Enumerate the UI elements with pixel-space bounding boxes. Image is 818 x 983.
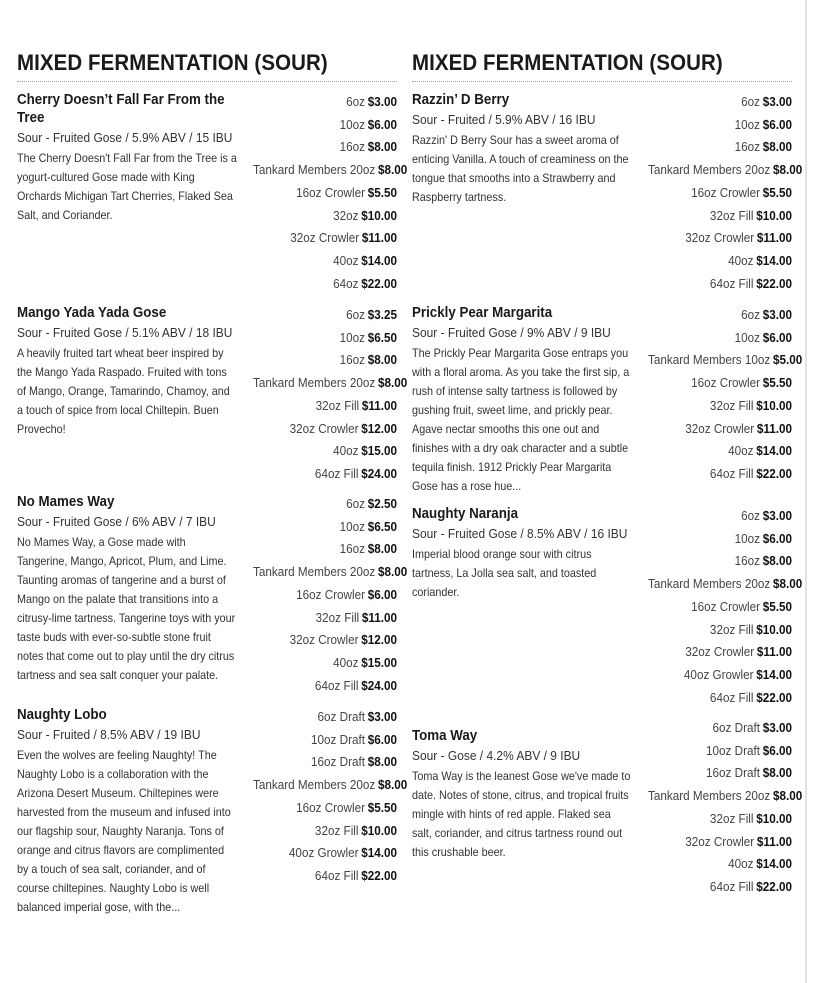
price-amount: $8.00 bbox=[762, 139, 792, 155]
beer-info bbox=[412, 304, 634, 496]
beer-description: Even the wolves are feeling Naughty! The Naughty Lobo is a collaboration with the Arizona Desert Museum. Chiltepines were harvested from the museum and infused into our flagship sour, Naughty Naranja. Tons of orange and citrus flavors are complimented by a touch of sea salt, coriander, and of course chiltepines. Naughty Lobo is well balanced imperial gose, with the... bbox=[17, 748, 231, 914]
price-size-label: 32oz Crowler bbox=[685, 230, 755, 246]
price-size-label: Tankard Members 20oz bbox=[253, 777, 376, 793]
beer-style: Sour - Fruited / 8.5% ABV / 19 IBU bbox=[17, 727, 201, 742]
price-row[interactable] bbox=[253, 418, 397, 441]
price-row[interactable] bbox=[253, 463, 397, 486]
price-row[interactable] bbox=[253, 516, 397, 539]
price-row[interactable] bbox=[648, 762, 792, 785]
price-amount: $8.00 bbox=[367, 541, 397, 557]
price-amount: $10.00 bbox=[361, 207, 397, 223]
price-size-label: 40oz bbox=[333, 252, 359, 268]
section-divider bbox=[412, 81, 792, 82]
price-row[interactable] bbox=[253, 652, 397, 675]
beer-name[interactable]: Cherry Doesn’t Fall Far From the Tree bbox=[17, 92, 225, 126]
price-size-label: Tankard Members 20oz bbox=[648, 576, 771, 592]
price-amount: $10.00 bbox=[756, 621, 792, 637]
price-amount: $14.00 bbox=[756, 252, 792, 268]
price-amount: $6.50 bbox=[367, 518, 397, 534]
beer-style: Sour - Fruited Gose / 9% ABV / 9 IBU bbox=[412, 325, 611, 340]
beer-style: Sour - Fruited Gose / 6% ABV / 7 IBU bbox=[17, 514, 216, 529]
price-amount: $8.00 bbox=[377, 777, 408, 793]
price-size-label: 32oz Fill bbox=[709, 810, 754, 826]
price-amount: $22.00 bbox=[756, 465, 792, 481]
price-amount: $10.00 bbox=[756, 207, 792, 223]
beer-name[interactable]: Prickly Pear Margarita bbox=[412, 305, 553, 321]
price-size-label: 16oz bbox=[734, 139, 761, 155]
price-row[interactable] bbox=[648, 159, 803, 182]
price-row[interactable] bbox=[253, 136, 397, 159]
price-size-label: 32oz Fill bbox=[315, 609, 360, 625]
price-size-label: 6oz bbox=[346, 307, 366, 322]
price-row[interactable] bbox=[648, 440, 792, 463]
price-row[interactable] bbox=[648, 785, 803, 808]
price-row[interactable] bbox=[253, 304, 397, 327]
beer-info bbox=[17, 304, 239, 439]
price-amount: $6.00 bbox=[367, 586, 397, 602]
price-amount: $11.00 bbox=[756, 644, 792, 660]
beer-name[interactable]: Naughty Lobo bbox=[17, 707, 107, 723]
price-amount: $5.50 bbox=[367, 799, 397, 815]
beer-info bbox=[17, 706, 239, 917]
price-amount: $8.00 bbox=[762, 765, 792, 781]
price-list bbox=[632, 91, 803, 295]
price-row[interactable] bbox=[648, 717, 792, 740]
price-size-label: 32oz Fill bbox=[314, 822, 359, 838]
price-row[interactable] bbox=[648, 304, 792, 327]
price-amount: $14.00 bbox=[756, 856, 792, 872]
price-row[interactable] bbox=[253, 349, 397, 372]
price-amount: $6.00 bbox=[367, 116, 397, 132]
price-row[interactable] bbox=[648, 641, 792, 664]
price-row[interactable] bbox=[648, 136, 792, 159]
price-amount: $5.00 bbox=[772, 352, 803, 368]
price-amount: $6.00 bbox=[762, 530, 792, 546]
beer-name[interactable]: Naughty Naranja bbox=[412, 506, 519, 522]
price-amount: $24.00 bbox=[361, 465, 397, 481]
price-amount: $8.00 bbox=[772, 788, 803, 804]
price-size-label: 32oz Crowler bbox=[289, 420, 359, 436]
price-size-label: 64oz Fill bbox=[709, 878, 754, 894]
price-row[interactable] bbox=[253, 372, 408, 395]
price-row[interactable] bbox=[253, 205, 397, 228]
price-size-label: 16oz Crowler bbox=[296, 184, 366, 200]
price-row[interactable] bbox=[648, 876, 792, 899]
price-amount: $6.00 bbox=[762, 329, 792, 345]
price-amount: $12.00 bbox=[361, 632, 397, 648]
price-row[interactable] bbox=[648, 664, 792, 687]
price-amount: $6.00 bbox=[762, 742, 792, 758]
price-amount: $8.00 bbox=[772, 162, 803, 178]
price-row[interactable] bbox=[253, 493, 397, 516]
price-amount: $15.00 bbox=[361, 654, 397, 670]
beer-style: Sour - Fruited Gose / 8.5% ABV / 16 IBU bbox=[412, 526, 628, 541]
price-amount: $6.00 bbox=[367, 731, 397, 747]
price-row[interactable] bbox=[253, 182, 397, 205]
price-amount: $22.00 bbox=[361, 275, 397, 291]
price-size-label: 32oz Crowler bbox=[290, 230, 360, 246]
beer-name[interactable]: Razzin’ D Berry bbox=[412, 92, 510, 108]
price-row[interactable] bbox=[648, 91, 792, 114]
beer-description: A heavily fruited tart wheat beer inspired by the Mango Yada Raspado. Fruited with tons of Mango, Orange, Tamarindo, Chamoy, and a touch of spice from local Chiltepin. Buen Provecho! bbox=[17, 346, 230, 436]
price-row[interactable] bbox=[648, 550, 792, 573]
price-size-label: 64oz Fill bbox=[709, 689, 754, 705]
price-amount: $12.00 bbox=[361, 420, 397, 436]
price-size-label: 64oz Fill bbox=[709, 465, 754, 481]
price-row[interactable] bbox=[648, 596, 792, 619]
price-size-label: 16oz Crowler bbox=[691, 375, 761, 391]
price-amount: $24.00 bbox=[361, 677, 397, 693]
beer-description: The Cherry Doesn't Fall Far from the Tree is a yogurt-cultured Gose made with King Orchards Michigan Tart Cherries, Flaked Sea Salt, and Coriander. bbox=[17, 151, 237, 222]
price-row[interactable] bbox=[253, 706, 397, 729]
beer-info bbox=[412, 91, 634, 207]
price-row[interactable] bbox=[253, 629, 397, 652]
price-row[interactable] bbox=[648, 182, 792, 205]
price-size-label: 16oz bbox=[339, 352, 366, 368]
price-row[interactable] bbox=[253, 440, 397, 463]
price-row[interactable] bbox=[253, 584, 397, 607]
price-row[interactable] bbox=[253, 159, 408, 182]
price-row[interactable] bbox=[648, 327, 792, 350]
price-amount: $14.00 bbox=[756, 443, 792, 459]
price-row[interactable] bbox=[648, 114, 792, 137]
price-size-label: 40oz Growler bbox=[288, 845, 359, 861]
price-amount: $3.00 bbox=[367, 709, 397, 724]
price-size-label: 64oz Fill bbox=[314, 867, 359, 883]
beer-info bbox=[412, 717, 634, 862]
price-row[interactable] bbox=[648, 619, 792, 642]
price-row[interactable] bbox=[253, 865, 397, 888]
beer-style: Sour - Gose / 4.2% ABV / 9 IBU bbox=[412, 748, 581, 763]
price-size-label: 64oz Fill bbox=[709, 275, 754, 291]
price-size-label: 10oz Draft bbox=[311, 731, 366, 747]
price-size-label: 32oz Crowler bbox=[685, 644, 755, 660]
price-size-label: 16oz Draft bbox=[311, 754, 366, 770]
price-size-label: 10oz bbox=[734, 530, 761, 546]
price-row[interactable] bbox=[253, 820, 397, 843]
price-list bbox=[632, 505, 803, 709]
beer-info bbox=[17, 493, 239, 685]
beer-style: Sour - Fruited Gose / 5.1% ABV / 18 IBU bbox=[17, 325, 233, 340]
price-amount: $22.00 bbox=[361, 867, 397, 883]
price-amount: $10.00 bbox=[361, 822, 397, 838]
price-size-label: 40oz bbox=[333, 443, 359, 459]
price-row[interactable] bbox=[648, 250, 792, 273]
price-row[interactable] bbox=[648, 505, 792, 528]
price-row[interactable] bbox=[648, 372, 792, 395]
beer-description: Imperial blood orange sour with citrus tartness, La Jolla sea salt, and toasted coriander. bbox=[412, 547, 597, 599]
price-amount: $14.00 bbox=[361, 252, 397, 268]
price-list bbox=[632, 304, 803, 486]
price-size-label: 16oz bbox=[734, 553, 761, 569]
price-amount: $5.50 bbox=[762, 375, 792, 391]
price-size-label: 32oz Fill bbox=[315, 397, 360, 413]
price-row[interactable] bbox=[253, 675, 397, 698]
price-row[interactable] bbox=[648, 205, 792, 228]
price-size-label: 6oz bbox=[741, 307, 761, 322]
section-divider bbox=[17, 81, 397, 82]
price-amount: $3.00 bbox=[762, 94, 792, 109]
menu-column-right bbox=[412, 48, 803, 894]
price-size-label: Tankard Members 10oz bbox=[648, 352, 771, 368]
price-amount: $5.50 bbox=[367, 184, 397, 200]
menu-column-left bbox=[17, 48, 408, 914]
price-size-label: 40oz Growler bbox=[683, 666, 754, 682]
price-size-label: 16oz Crowler bbox=[691, 598, 761, 614]
price-size-label: 10oz bbox=[339, 518, 366, 534]
price-row[interactable] bbox=[253, 729, 397, 752]
price-amount: $11.00 bbox=[756, 420, 792, 436]
price-amount: $6.50 bbox=[367, 329, 397, 345]
price-amount: $22.00 bbox=[756, 878, 792, 894]
price-amount: $3.00 bbox=[762, 720, 792, 735]
price-size-label: 10oz bbox=[734, 116, 761, 132]
price-amount: $10.00 bbox=[756, 397, 792, 413]
price-row[interactable] bbox=[648, 740, 792, 763]
price-size-label: 6oz bbox=[741, 94, 761, 109]
price-amount: $8.00 bbox=[377, 162, 408, 178]
price-row[interactable] bbox=[253, 797, 397, 820]
price-amount: $11.00 bbox=[756, 230, 792, 246]
price-amount: $10.00 bbox=[756, 810, 792, 826]
price-amount: $11.00 bbox=[361, 397, 397, 413]
price-amount: $3.00 bbox=[367, 94, 397, 109]
price-amount: $11.00 bbox=[361, 230, 397, 246]
price-size-label: 16oz bbox=[339, 541, 366, 557]
price-row[interactable] bbox=[648, 831, 792, 854]
section-heading: MIXED FERMENTATION (SOUR) bbox=[412, 50, 723, 75]
price-size-label: 6oz bbox=[741, 508, 761, 523]
price-list bbox=[237, 91, 408, 295]
price-size-label: 6oz bbox=[346, 496, 366, 511]
price-list bbox=[237, 304, 408, 486]
price-size-label: 10oz bbox=[734, 329, 761, 345]
price-size-label: 32oz Fill bbox=[709, 207, 754, 223]
price-size-label: 40oz bbox=[728, 443, 754, 459]
price-size-label: 64oz Fill bbox=[314, 677, 359, 693]
price-size-label: Tankard Members 20oz bbox=[648, 162, 771, 178]
price-size-label: 40oz bbox=[728, 252, 754, 268]
beer-name[interactable]: No Mames Way bbox=[17, 494, 115, 510]
price-amount: $8.00 bbox=[762, 553, 792, 569]
price-row[interactable] bbox=[648, 808, 792, 831]
price-row[interactable] bbox=[648, 349, 803, 372]
price-size-label: 16oz Crowler bbox=[691, 184, 761, 200]
price-row[interactable] bbox=[648, 853, 792, 876]
price-size-label: 32oz Crowler bbox=[685, 420, 755, 436]
price-size-label: 6oz Draft bbox=[317, 709, 366, 724]
price-amount: $8.00 bbox=[377, 375, 408, 391]
price-size-label: 16oz Draft bbox=[706, 765, 761, 781]
beer-info bbox=[412, 505, 634, 602]
beer-name[interactable]: Mango Yada Yada Gose bbox=[17, 305, 167, 321]
price-row[interactable] bbox=[648, 687, 792, 710]
price-row[interactable] bbox=[253, 561, 408, 584]
price-row[interactable] bbox=[253, 842, 397, 865]
page-right-border bbox=[805, 0, 807, 983]
price-size-label: 32oz Fill bbox=[709, 397, 754, 413]
beer-description: Toma Way is the leanest Gose we've made to date. Notes of stone, citrus, and tropical fruits mingle with hints of red apple. Flaked sea salt, coriander, and citrus tartness round out this crushable beer. bbox=[412, 769, 631, 859]
price-row[interactable] bbox=[253, 273, 397, 296]
price-size-label: 16oz Crowler bbox=[296, 586, 366, 602]
price-row[interactable] bbox=[648, 463, 792, 486]
price-size-label: 32oz Fill bbox=[709, 621, 754, 637]
price-size-label: 40oz bbox=[728, 856, 754, 872]
price-row[interactable] bbox=[253, 774, 408, 797]
price-size-label: 64oz bbox=[333, 275, 359, 291]
price-amount: $6.00 bbox=[762, 116, 792, 132]
price-row[interactable] bbox=[253, 327, 397, 350]
price-size-label: Tankard Members 20oz bbox=[253, 375, 376, 391]
beer-description: The Prickly Pear Margarita Gose entraps you with a floral aroma. As you take the first sip, a rush of intense salty tartness is followed by gushing fruit, sweet lime, and prickly pear. Agave nectar smooths this one out and finishes with a dry oak character and a subtle tequila finish. 1912 Prickly Pear Margarita Gose has a rose hue... bbox=[412, 346, 630, 493]
price-row[interactable] bbox=[648, 395, 792, 418]
price-size-label: 40oz bbox=[333, 654, 359, 670]
price-size-label: 6oz bbox=[346, 94, 366, 109]
price-row[interactable] bbox=[253, 91, 397, 114]
beer-name[interactable]: Toma Way bbox=[412, 728, 478, 744]
price-row[interactable] bbox=[253, 395, 397, 418]
price-amount: $14.00 bbox=[361, 845, 397, 861]
price-row[interactable] bbox=[253, 250, 397, 273]
price-row[interactable] bbox=[253, 114, 397, 137]
price-amount: $15.00 bbox=[361, 443, 397, 459]
price-amount: $22.00 bbox=[756, 275, 792, 291]
price-size-label: 32oz Crowler bbox=[685, 833, 755, 849]
price-amount: $2.50 bbox=[367, 496, 397, 511]
beer-description: No Mames Way, a Gose made with Tangerine, Mango, Apricot, Plum, and Lime. Taunting aromas of tangerine and a burst of Mango on the palate that transitions into a citrusy-lime tartness. Tangerine toys with your taste buds with ever-so-subtle stone fruit notes that come out to play until the dry citrus tartness and sea salt conquer your palate. bbox=[17, 535, 236, 682]
price-row[interactable] bbox=[253, 751, 397, 774]
price-row[interactable] bbox=[648, 227, 792, 250]
price-amount: $5.50 bbox=[762, 184, 792, 200]
price-size-label: 16oz Crowler bbox=[296, 799, 366, 815]
price-size-label: 16oz bbox=[339, 139, 366, 155]
price-amount: $14.00 bbox=[756, 666, 792, 682]
beer-info bbox=[17, 91, 239, 225]
price-amount: $8.00 bbox=[377, 564, 408, 580]
price-amount: $22.00 bbox=[756, 689, 792, 705]
price-amount: $8.00 bbox=[772, 576, 803, 592]
price-list bbox=[237, 493, 408, 697]
price-row[interactable] bbox=[253, 607, 397, 630]
price-amount: $8.00 bbox=[367, 754, 397, 770]
price-amount: $8.00 bbox=[367, 139, 397, 155]
price-size-label: 64oz Fill bbox=[314, 465, 359, 481]
price-row[interactable] bbox=[648, 418, 792, 441]
price-size-label: Tankard Members 20oz bbox=[648, 788, 771, 804]
beer-description: Razzin' D Berry Sour has a sweet aroma of enticing Vanilla. A touch of creaminess on the tongue that smooths into a Strawberry and Raspberry tartness. bbox=[412, 133, 629, 204]
price-row[interactable] bbox=[253, 227, 397, 250]
price-amount: $3.00 bbox=[762, 307, 792, 322]
section-heading: MIXED FERMENTATION (SOUR) bbox=[17, 50, 328, 75]
beer-style: Sour - Fruited / 5.9% ABV / 16 IBU bbox=[412, 112, 596, 127]
price-amount: $11.00 bbox=[361, 609, 397, 625]
price-row[interactable] bbox=[648, 573, 803, 596]
price-size-label: 10oz bbox=[339, 329, 366, 345]
price-amount: $5.50 bbox=[762, 598, 792, 614]
price-amount: $3.00 bbox=[762, 508, 792, 523]
price-list bbox=[632, 717, 803, 899]
price-size-label: Tankard Members 20oz bbox=[253, 564, 376, 580]
price-size-label: 6oz Draft bbox=[712, 720, 761, 735]
price-row[interactable] bbox=[253, 538, 397, 561]
price-amount: $11.00 bbox=[756, 833, 792, 849]
price-size-label: 10oz Draft bbox=[706, 742, 761, 758]
price-size-label: 32oz Crowler bbox=[289, 632, 359, 648]
price-list bbox=[237, 706, 408, 888]
price-size-label: 32oz bbox=[333, 207, 359, 223]
beer-style: Sour - Fruited Gose / 5.9% ABV / 15 IBU bbox=[17, 130, 233, 145]
price-amount: $3.25 bbox=[367, 307, 397, 322]
price-row[interactable] bbox=[648, 528, 792, 551]
price-amount: $8.00 bbox=[367, 352, 397, 368]
price-size-label: Tankard Members 20oz bbox=[253, 162, 376, 178]
price-row[interactable] bbox=[648, 273, 792, 296]
price-size-label: 10oz bbox=[339, 116, 366, 132]
